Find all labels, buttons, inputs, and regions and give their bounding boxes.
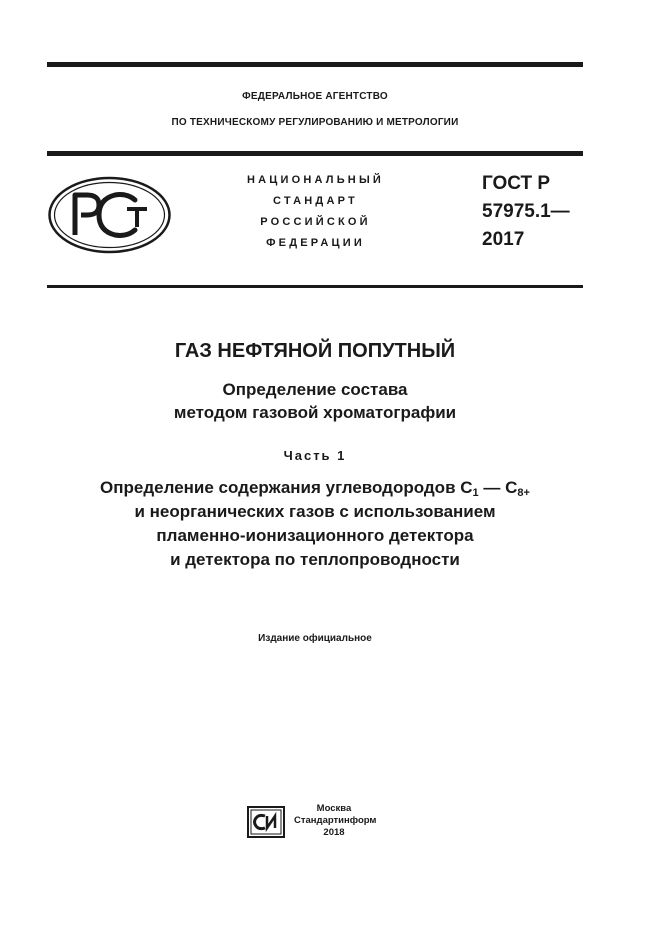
document-subtitle	[47, 378, 583, 424]
rst-gost-logo-icon	[47, 175, 172, 255]
description-line1	[47, 476, 583, 500]
description-line1-prefix: Определение содержания углеводородов С	[100, 478, 473, 497]
description-line3: пламенно-ионизационного детектора	[156, 526, 474, 545]
national-standard-line: ФЕДЕРАЦИИ	[266, 237, 365, 249]
part-label: Часть 1	[283, 448, 347, 463]
publisher-info	[294, 803, 377, 839]
description-line4: и детектора по теплопроводности	[170, 550, 460, 569]
header-rule	[47, 151, 583, 156]
national-standard-line: НАЦИОНАЛЬНЫЙ	[246, 174, 385, 186]
national-standard-line: СТАНДАРТ	[273, 195, 358, 207]
publisher-year: 2018	[323, 827, 345, 838]
publisher-name: Стандартинформ	[294, 815, 377, 826]
subtitle-line2: методом газовой хроматографии	[173, 403, 457, 422]
national-standard-label	[228, 170, 403, 254]
description-line1-dash: — С	[478, 478, 518, 497]
standard-code-line1: ГОСТ Р	[482, 173, 551, 194]
standard-code-line2: 57975.1—	[482, 201, 570, 222]
description-subscript-1: 1	[472, 487, 479, 499]
subtitle-line1: Определение состава	[222, 380, 408, 399]
agency-name-line1: ФЕДЕРАЛЬНОЕ АГЕНТСТВО	[242, 91, 388, 102]
edition-label: Издание официальное	[258, 633, 372, 644]
part-description	[47, 476, 583, 572]
top-rule	[47, 62, 583, 67]
standard-code-line3: 2017	[482, 229, 525, 250]
publisher-city: Москва	[316, 803, 352, 814]
document-title: ГАЗ НЕФТЯНОЙ ПОПУТНЫЙ	[174, 340, 456, 362]
standartinform-logo-icon	[247, 806, 285, 838]
national-standard-line: РОССИЙСКОЙ	[260, 216, 371, 228]
description-line2: и неорганических газов с использованием	[134, 502, 496, 521]
description-subscript-2: 8+	[517, 487, 530, 499]
agency-name-line2: ПО ТЕХНИЧЕСКОМУ РЕГУЛИРОВАНИЮ И МЕТРОЛОГИИ	[171, 117, 459, 128]
standard-code	[482, 170, 570, 254]
standard-rule	[47, 285, 583, 288]
